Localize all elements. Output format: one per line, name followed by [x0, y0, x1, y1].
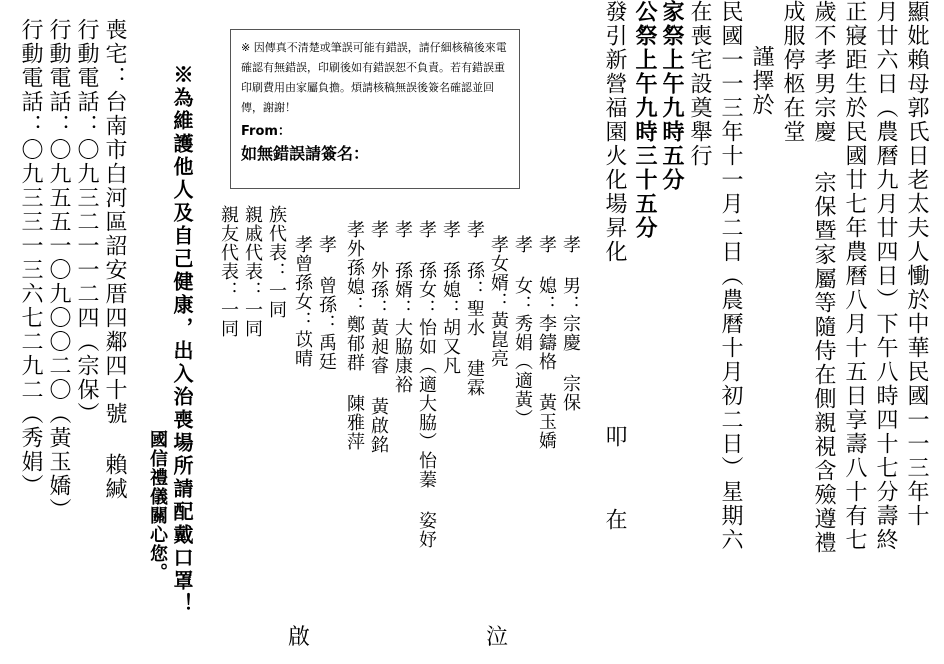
contact-phone-1: 行動電話：〇九三二一一二四（宗保） — [74, 18, 99, 426]
announcement-col-11: 發引新營福園火化場昇化 — [602, 0, 627, 264]
mourner-15: 親友代表：一同 — [218, 205, 239, 338]
announcement-col-8: 在喪宅設奠舉行 — [687, 0, 712, 168]
mourner-11: 孝 曾孫：禹廷 — [316, 235, 337, 371]
footer-qi: 啟 — [288, 625, 311, 650]
mourner-6: 孝 孫媳：胡又凡 — [440, 220, 461, 375]
contact-address: 喪宅：台南市白河區詔安厝四鄰四十號 賴緘 — [102, 18, 127, 501]
family-service-time: 家祭上午九時五分 — [659, 0, 685, 192]
mourner-14: 親戚代表：一同 — [242, 205, 263, 338]
note-kou: 叩 — [602, 425, 627, 449]
funeral-service-sign: 國信禮儀關心您。 — [147, 430, 168, 582]
proofread-notice-box — [230, 29, 520, 189]
from-label: From： — [241, 124, 291, 139]
mourner-2: 孝 媳：李鑄格 黃玉嬌 — [536, 235, 557, 450]
public-service-time: 公祭上午九時三十五分 — [632, 0, 658, 240]
contact-phone-3: 行動電話：〇九三三一三六七二九二（秀娟） — [18, 18, 43, 498]
mourner-5: 孝 孫：聖水 建霖 — [464, 220, 485, 397]
mourner-8: 孝 孫婿：大脇康裕 — [392, 220, 413, 394]
mask-notice: ※為維護他人及自己健康，出入治喪場所請配戴口罩！ — [170, 64, 194, 616]
announcement-col-2: 月廿六日（農曆九月廿四日）下午八時四十七分壽終 — [873, 0, 898, 552]
mourner-3: 孝 女：秀娟（適黃） — [512, 235, 533, 428]
announcement-col-5: 成服停柩在堂 — [780, 0, 805, 144]
mourner-13: 族代表：一同 — [266, 205, 287, 319]
announcement-col-7: 民國一一三年十一月二日（農曆十月初二日）星期六 — [718, 0, 743, 552]
announcement-col-3: 正寢距生於民國廿七年農曆八月十五日享壽八十有七 — [842, 0, 867, 552]
note-zai: 在 — [602, 508, 627, 532]
mourner-12: 孝曾孫女：苡晴 — [292, 235, 313, 368]
mourner-9: 孝 外孫：黃昶睿 黃啟銘 — [368, 220, 389, 454]
announcement-col-4: 歲不孝男宗慶 宗保暨家屬等隨侍在側親視含殮遵禮 — [811, 0, 836, 555]
proofread-notice-text: ※ 因傳真不清楚或筆誤可能有錯誤，請仔細核稿後來電確認有無錯誤，印刷後如有錯誤恕不負責。若有錯誤重印刷費用由家屬負擔。煩請核稿無誤後簽名確認並回傳，謝謝！ — [241, 41, 507, 114]
mourner-1: 孝 男：宗慶 宗保 — [560, 235, 581, 412]
contact-phone-2: 行動電話：〇九五五一〇九〇〇二〇（黃玉嬌） — [46, 18, 71, 522]
footer-qi2: 泣 — [486, 625, 509, 650]
mourner-4: 孝女婿：黃崑亮 — [488, 235, 509, 368]
mourner-10: 孝外孫媳：鄭郁群 陳雅萍 — [344, 220, 365, 451]
announcement-col-1: 顯妣賴母郭氏日老太夫人慟於中華民國一一三年十 — [904, 0, 929, 528]
announcement-col-6: 謹擇於 — [749, 45, 774, 117]
signature-label: 如無錯誤請簽名： — [241, 144, 370, 163]
mourner-7: 孝 孫女：怡如（適大脇）怡蓁 姿妤 — [416, 220, 437, 549]
